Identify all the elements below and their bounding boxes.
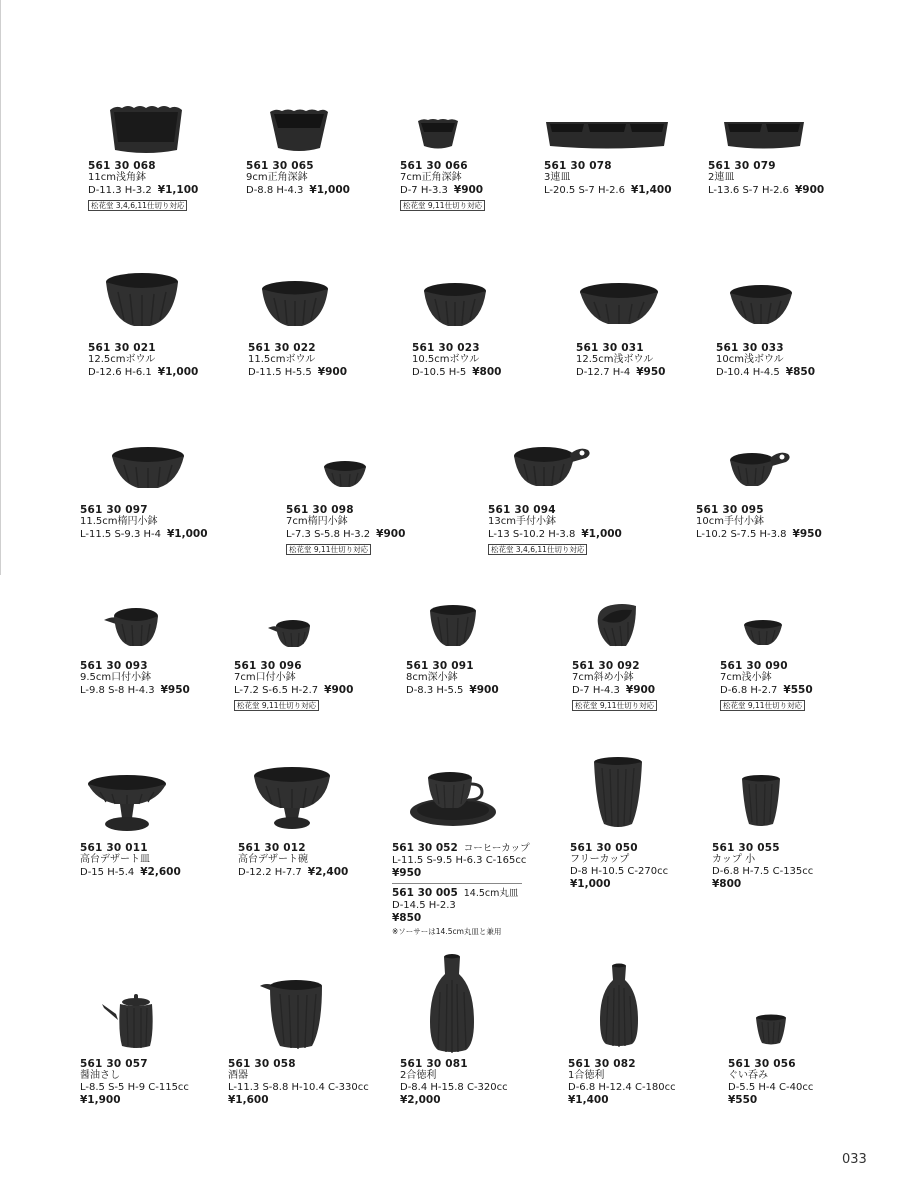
product-code: 561 30 050 xyxy=(570,842,638,854)
product-price: ¥1,100 xyxy=(157,184,199,196)
handled-bowl-icon xyxy=(728,448,792,490)
product-dims: D-8.3 H-5.5 ¥900 xyxy=(406,684,499,696)
product-dims: D-15 H-5.4 ¥2,600 xyxy=(80,866,181,878)
product-price: ¥850 xyxy=(785,366,816,378)
product-dims: D-10.5 H-5 ¥800 xyxy=(412,366,502,378)
product-price: ¥900 xyxy=(324,684,354,696)
product-dims: L-20.5 S-7 H-2.6 ¥1,400 xyxy=(544,184,672,196)
product-dims: D-11.3 H-3.2 ¥1,100 xyxy=(88,184,199,196)
product-dims: L-11.5 S-9.3 H-4 ¥1,000 xyxy=(80,528,208,540)
product-code: 561 30 022 xyxy=(248,342,316,354)
product-code: 561 30 082 xyxy=(568,1058,636,1070)
product-price: ¥1,000 xyxy=(166,528,208,540)
small-oval-bowl-icon xyxy=(322,460,368,490)
product-price: ¥1,600 xyxy=(228,1094,269,1106)
product-code: 561 30 058 xyxy=(228,1058,296,1070)
footed-bowl-icon xyxy=(252,766,332,832)
saucer-name: 14.5cm丸皿 xyxy=(463,888,519,899)
divider xyxy=(392,883,522,884)
product-dims: L-7.3 S-5.8 H-3.2 ¥900 xyxy=(286,528,406,540)
product-name: 9cm正角深鉢 xyxy=(246,172,308,183)
product-dims: D-8.4 H-15.8 C-320cc xyxy=(400,1082,508,1093)
product-dims: D-10.4 H-4.5 ¥850 xyxy=(716,366,816,378)
product-price: ¥800 xyxy=(472,366,502,378)
product-name: 3連皿 xyxy=(544,172,571,183)
product-code: 561 30 078 xyxy=(544,160,612,172)
product-name: 10cm浅ボウル xyxy=(716,354,784,365)
product-name: 10cm手付小鉢 xyxy=(696,516,764,527)
spouted-bowl-icon xyxy=(266,618,312,650)
product-price: ¥1,000 xyxy=(581,528,622,540)
small-shallow-bowl-icon xyxy=(742,618,784,648)
partition-note: 松花堂 9,11仕切り対応 xyxy=(234,700,319,711)
product-dims: D-11.5 H-5.5 ¥900 xyxy=(248,366,348,378)
product-price: ¥950 xyxy=(160,684,190,696)
product-price: ¥1,000 xyxy=(157,366,199,378)
product-dims: D-12.2 H-7.7 ¥2,400 xyxy=(238,866,349,878)
product-name: 9.5cm口付小鉢 xyxy=(80,672,152,683)
product-name: 酒器 xyxy=(228,1070,248,1081)
product-dims: D-12.6 H-6.1 ¥1,000 xyxy=(88,366,199,378)
product-dims: L-10.2 S-7.5 H-3.8 ¥950 xyxy=(696,528,822,540)
double-dish-icon xyxy=(722,118,806,152)
product-code: 561 30 095 xyxy=(696,504,764,516)
deep-bowl-icon xyxy=(428,604,478,650)
product-name: 7cm斜め小鉢 xyxy=(572,672,634,683)
product-name: 2連皿 xyxy=(708,172,735,183)
product-price: ¥2,000 xyxy=(400,1094,441,1106)
product-price: ¥950 xyxy=(636,366,666,378)
partition-note: 松花堂 9,11仕切り対応 xyxy=(400,200,485,211)
product-name: ぐい呑み xyxy=(728,1070,768,1081)
partition-note: 松花堂 9,11仕切り対応 xyxy=(286,544,371,555)
product-price: ¥1,400 xyxy=(630,184,672,196)
product-dims: L-7.2 S-6.5 H-2.7 ¥900 xyxy=(234,684,354,696)
product-price: ¥900 xyxy=(794,184,825,196)
product-price: ¥1,000 xyxy=(570,878,611,890)
product-name: 7cm浅小鉢 xyxy=(720,672,772,683)
product-name: カップ 小 xyxy=(712,854,756,865)
product-price: ¥1,900 xyxy=(80,1094,121,1106)
bowl-icon xyxy=(260,280,330,330)
product-name: 8cm深小鉢 xyxy=(406,672,458,683)
product-name: 13cm手付小鉢 xyxy=(488,516,556,527)
product-code: 561 30 091 xyxy=(406,660,474,672)
product-code: 561 30 055 xyxy=(712,842,780,854)
product-dims: L-11.5 S-9.5 H-6.3 C-165cc xyxy=(392,855,527,866)
product-dims: D-5.5 H-4 C-40cc xyxy=(728,1082,814,1093)
bowl-icon xyxy=(104,272,180,330)
product-dims: D-6.8 H-7.5 C-135cc xyxy=(712,866,814,877)
product-name: 高台デザート碗 xyxy=(238,854,308,865)
product-dims: D-6.8 H-2.7 ¥550 xyxy=(720,684,813,696)
product-dims: L-8.5 S-5 H-9 C-115cc xyxy=(80,1082,189,1093)
small-cup-icon xyxy=(740,774,782,828)
product-name: 2合徳利 xyxy=(400,1070,437,1081)
spouted-bowl-icon xyxy=(102,604,162,650)
product-name: 11.5cmボウル xyxy=(248,354,316,365)
product-code: 561 30 056 xyxy=(728,1058,796,1070)
shallow-bowl-icon xyxy=(728,284,794,328)
product-dims: L-9.8 S-8 H-4.3 ¥950 xyxy=(80,684,190,696)
product-code: 561 30 097 xyxy=(80,504,148,516)
product-code: 561 30 021 xyxy=(88,342,156,354)
partition-note: 松花堂 3,4,6,11仕切り対応 xyxy=(88,200,187,211)
product-dims: D-12.7 H-4 ¥950 xyxy=(576,366,666,378)
product-dims: L-13 S-10.2 H-3.8 ¥1,000 xyxy=(488,528,622,540)
square-deep-bowl-icon xyxy=(268,108,330,156)
product-price: ¥900 xyxy=(469,684,499,696)
product-name: 10.5cmボウル xyxy=(412,354,480,365)
product-code: 561 30 023 xyxy=(412,342,480,354)
product-code: 561 30 093 xyxy=(80,660,148,672)
product-dims: D-8.8 H-4.3 ¥1,000 xyxy=(246,184,350,196)
product-price: ¥800 xyxy=(712,878,742,890)
product-name: 醤油さし xyxy=(80,1070,120,1081)
coffee-cup-saucer-icon xyxy=(408,770,498,830)
product-price: ¥550 xyxy=(783,684,813,696)
product-name: 12.5cm浅ボウル xyxy=(576,354,654,365)
product-code: 561 30 094 xyxy=(488,504,556,516)
product-code: 561 30 065 xyxy=(246,160,314,172)
product-dims: D-6.8 H-12.4 C-180cc xyxy=(568,1082,676,1093)
product-price: ¥950 xyxy=(392,867,422,879)
product-dims: L-13.6 S-7 H-2.6 ¥900 xyxy=(708,184,825,196)
product-code: 561 30 031 xyxy=(576,342,644,354)
product-dims: D-7 H-3.3 ¥900 xyxy=(400,184,484,196)
product-name: 12.5cmボウル xyxy=(88,354,156,365)
product-code: 561 30 079 xyxy=(708,160,776,172)
product-name: 高台デザート皿 xyxy=(80,854,150,865)
triple-dish-icon xyxy=(544,118,670,152)
product-name: 7cm楕円小鉢 xyxy=(286,516,348,527)
product-dims: L-11.3 S-8.8 H-10.4 C-330cc xyxy=(228,1082,369,1093)
handled-bowl-icon xyxy=(512,444,592,490)
product-code: 561 30 081 xyxy=(400,1058,468,1070)
product-price: ¥2,600 xyxy=(140,866,181,878)
product-price: ¥900 xyxy=(453,184,484,196)
page-number: 033 xyxy=(842,1152,867,1167)
product-code: 561 30 057 xyxy=(80,1058,148,1070)
product-code: 561 30 090 xyxy=(720,660,788,672)
page-edge-line xyxy=(0,0,1,575)
soy-pot-icon xyxy=(100,992,160,1050)
footed-plate-icon xyxy=(86,774,168,832)
bowl-icon xyxy=(422,282,488,330)
partition-note: 松花堂 9,11仕切り対応 xyxy=(720,700,805,711)
tall-cup-icon xyxy=(592,756,644,830)
shallow-bowl-icon xyxy=(578,282,660,328)
product-code: 561 30 068 xyxy=(88,160,156,172)
sake-bottle-icon xyxy=(426,952,478,1054)
saucer-price: ¥850 xyxy=(392,912,422,924)
product-dims: D-7 H-4.3 ¥900 xyxy=(572,684,656,696)
product-price: ¥900 xyxy=(376,528,406,540)
product-price: ¥900 xyxy=(625,684,656,696)
product-price: ¥950 xyxy=(792,528,822,540)
product-name: 7cm正角深鉢 xyxy=(400,172,462,183)
product-code: 561 30 066 xyxy=(400,160,468,172)
sake-pitcher-icon xyxy=(258,978,324,1050)
product-name: 7cm口付小鉢 xyxy=(234,672,296,683)
product-price: ¥1,000 xyxy=(309,184,350,196)
product-name: 1合徳利 xyxy=(568,1070,605,1081)
saucer-footnote: ※ソーサーは14.5cm丸皿と兼用 xyxy=(392,927,502,936)
product-name: フリーカップ xyxy=(570,854,630,865)
product-name: コーヒーカップ xyxy=(463,843,530,854)
partition-note: 松花堂 9,11仕切り対応 xyxy=(572,700,657,711)
product-code: 561 30 011 xyxy=(80,842,148,854)
square-shallow-bowl-icon xyxy=(106,102,186,158)
product-code: 561 30 096 xyxy=(234,660,302,672)
saucer-dims: D-14.5 H-2.3 xyxy=(392,900,456,911)
product-name: 11.5cm楕円小鉢 xyxy=(80,516,158,527)
product-code: 561 30 012 xyxy=(238,842,306,854)
product-code: 561 30 052 xyxy=(392,842,458,854)
product-code: 561 30 033 xyxy=(716,342,784,354)
saucer-code: 561 30 005 xyxy=(392,887,458,899)
product-dims: D-8 H-10.5 C-270cc xyxy=(570,866,669,877)
product-price: ¥2,400 xyxy=(307,866,349,878)
sake-bottle-icon xyxy=(596,962,642,1048)
partition-note: 松花堂 3,4,6,11仕切り対応 xyxy=(488,544,587,555)
product-code: 561 30 098 xyxy=(286,504,354,516)
small-square-bowl-icon xyxy=(416,118,460,152)
slanted-bowl-icon xyxy=(592,602,640,650)
product-price: ¥1,400 xyxy=(568,1094,609,1106)
product-code: 561 30 092 xyxy=(572,660,640,672)
product-price: ¥900 xyxy=(317,366,348,378)
product-price: ¥550 xyxy=(728,1094,758,1106)
product-name: 11cm浅角鉢 xyxy=(88,172,146,183)
sake-cup-icon xyxy=(754,1014,788,1046)
oval-bowl-icon xyxy=(110,446,186,492)
